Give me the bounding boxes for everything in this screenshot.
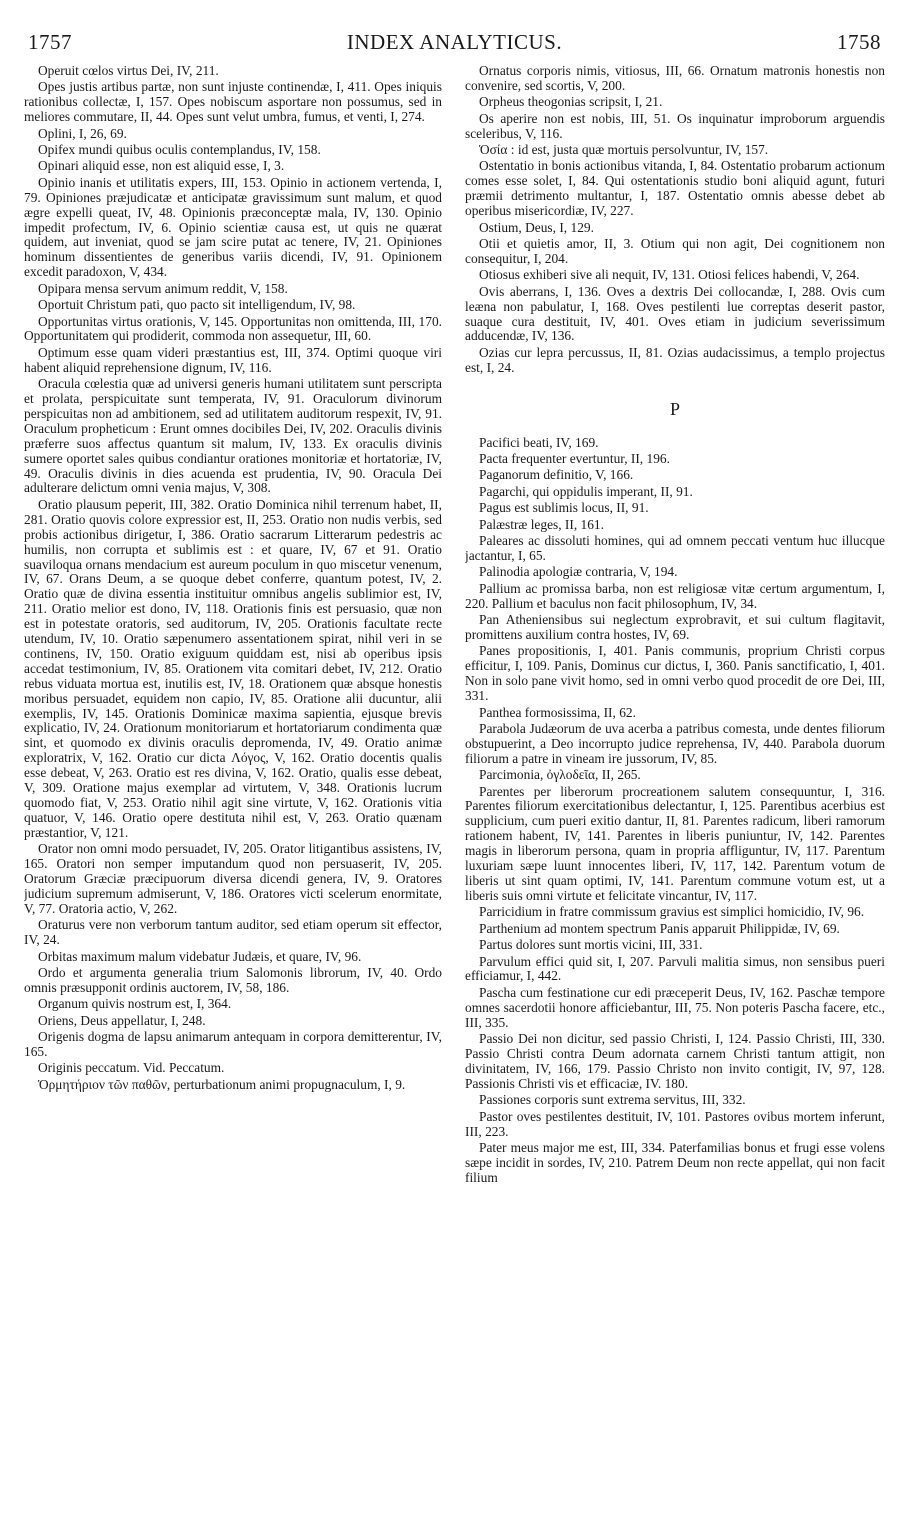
index-entry: Ordo et argumenta generalia trium Salomonis librorum, IV, 40. Ordo omnis præsupponit ordinis auctorem, IV, 58, 186.	[24, 964, 442, 995]
index-entry: Ὁσία : id est, justa quæ mortuis persolvuntur, IV, 157.	[479, 142, 769, 158]
right-column-entries-p	[465, 436, 885, 1186]
section-letter-heading: P	[669, 398, 680, 419]
index-entry: Pacifici beati, IV, 169.	[479, 434, 599, 450]
index-entry: Parricidium in fratre commissum gravius est simplici homicidio, IV, 96.	[479, 904, 865, 920]
index-entry: Opipara mensa servum animum reddit, V, 158.	[38, 280, 288, 296]
index-entry: Pater meus major me est, III, 334. Paterfamilias bonus et frugi esse volens sæpe incidit in sordes, IV, 210. Patrem Deum non recte appellat, qui non facit filium	[465, 1139, 885, 1185]
index-entry: Parthenium ad montem spectrum Panis apparuit Philippidæ, IV, 69.	[479, 920, 840, 936]
index-entry: Origenis dogma de lapsu animarum antequam in corpora demitterentur, IV, 165.	[24, 1029, 442, 1059]
index-entry: Ovis aberrans, I, 136. Oves a dextris Dei collocandæ, I, 288. Ovis cum leæna non pabulatur, I, 168. Oves pestilenti lue correptas deserit pastor, suaque cura destituit, IV, 401. Oves etiam in judicium severissimum adducendæ, IV, 136.	[465, 283, 885, 344]
index-entry: Parentes per liberorum procreationem salutem consequuntur, I, 316. Parentes filiorum exercitationibus delectantur, I, 125. Parentibus acerbius est supplicium, cum pueri exitio dantur, II, 81. Parentes radicum, liberi ramorum rationem habent, IV, 141. Parentes in liberis puniuntur, IV, 142. Parentes magis in liberorum persona, quam in propria affliguntur, IV, 117. Parentum luxuriam sæpe luunt innocentes liberi, IV, 117, 142. Parentum votum de liberis ut sint quam optimi, IV, 141. Parentum commune votum est, ut a liberis suis omni virtute et felicitate vincantur, IV, 117.	[465, 783, 885, 903]
index-entry: Otii et quietis amor, II, 3. Otium qui non agit, Dei cognitionem non consequitur, I, 204.	[465, 235, 885, 266]
page-number-left: 1757	[28, 30, 72, 54]
index-entry: Opifex mundi quibus oculis contemplandus, IV, 158.	[38, 142, 321, 158]
index-entry: Ὁρμητήριον τῶν παθῶν, perturbationum animi propugnaculum, I, 9.	[38, 1076, 406, 1092]
index-entry: Ostentatio in bonis actionibus vitanda, I, 84. Ostentatio probarum actionum comes esse solet, I, 84. Qui ostentationis studio boni aliquid agunt, futuri præmii detrimento multantur, I, 187. Ostentatio omnis abesse debet ab operibus misericordiæ, IV, 227.	[465, 158, 885, 219]
index-entry: Pan Atheniensibus sui neglectum exprobravit, et sui cultum flagitavit, promittens auxilium contra hostes, IV, 69.	[465, 612, 885, 642]
index-entry: Opinari aliquid esse, non est aliquid esse, I, 3.	[38, 158, 285, 174]
index-entry: Partus dolores sunt mortis vicini, III, 331.	[479, 937, 703, 953]
index-entry: Paganorum definitio, V, 166.	[479, 467, 634, 483]
index-entry: Operuit cœlos virtus Dei, IV, 211.	[38, 64, 219, 78]
index-entry: Pallium ac promissa barba, non est religiosæ vitæ certum argumentum, I, 220. Pallium et baculus non facit philosophum, IV, 34.	[465, 580, 885, 611]
index-entry: Parabola Judæorum de uva acerba a patribus comesta, unde dentes filiorum obstupuerint, a Deo incorrupto judice reprehensa, IV, 440. Parabola duorum filiorum a patre in vineam ire jussorum, IV, 85.	[465, 720, 885, 766]
index-entry: Paleares ac dissoluti homines, qui ad omnem peccati ventum huc illucque jactantur, I, 65.	[465, 533, 885, 563]
right-column	[465, 64, 885, 1534]
index-entry: Parcimonia, ὀγλοδεῖα, II, 265.	[479, 767, 641, 783]
index-entry: Passiones corporis sunt extrema servitus, III, 332.	[479, 1092, 746, 1108]
index-entry: Ornatus corporis nimis, vitiosus, III, 66. Ornatum matronis honestis non convenire, sed scortis, V, 200.	[465, 64, 885, 93]
running-head	[28, 30, 881, 60]
index-entry: Panes propositionis, I, 401. Panis communis, proprium Christi corpus efficitur, I, 109. Panis, Dominus cur dictus, I, 360. Panis sanctificatio, I, 401. Non in solo pane vivit homo, sed in omni verbo quod procedit de ore Dei, III, 331.	[465, 643, 885, 704]
index-entry: Ozias cur lepra percussus, II, 81. Ozias audacissimus, a templo projectus est, I, 24.	[465, 344, 885, 375]
index-entry: Pascha cum festinatione cur edi præceperit Deus, IV, 162. Paschæ tempore omnes sacerdotii honore afficiebantur, III, 75. Non poteris Pascha facere, etc., III, 335.	[465, 984, 885, 1030]
index-entry: Originis peccatum. Vid. Peccatum.	[38, 1060, 225, 1076]
index-entry: Parvulum effici quid sit, I, 207. Parvuli malitia simus, non sensibus pueri efficiamur, I, 442.	[465, 953, 885, 984]
index-entry: Palæstræ leges, II, 161.	[479, 516, 604, 532]
index-entry: Pastor oves pestilentes destituit, IV, 101. Pastores ovibus mortem inferunt, III, 223.	[465, 1108, 885, 1139]
index-entry: Organum quivis nostrum est, I, 364.	[38, 996, 232, 1012]
index-entry: Orpheus theogonias scripsit, I, 21.	[479, 94, 663, 110]
index-entry: Oraturus vere non verborum tantum auditor, sed etiam operum sit effector, IV, 24.	[24, 917, 442, 948]
index-entry: Opinio inanis et utilitatis expers, III, 153. Opinio in actionem vertenda, I, 79. Opiniones præjudicatæ et anticipatæ gravissimum sunt malum, et quod ægre expelli queat, IV, 48. Opinionis præconceptæ mala, IV, 130. Opinio impedit profectum, IV, 6. Opinio scientiæ causa est, ut quis ne quærat quidem, aut inveniat, quod se jam scire putat ac tenere, IV, 21. Opiniones hominum dissentientes de generibus variis dicendi, IV, 91. Opinionem excedit paradoxon, V, 434.	[24, 174, 442, 280]
index-entry: Palinodia apologiæ contraria, V, 194.	[479, 564, 678, 580]
index-entry: Pagarchi, qui oppidulis imperant, II, 91.	[479, 483, 693, 499]
index-entry: Panthea formosissima, II, 62.	[479, 704, 636, 720]
index-entry: Oratio plausum peperit, III, 382. Oratio Dominica nihil terrenum habet, II, 281. Oratio quovis colore expressior est, II, 253. Oratio non nudis verbis, sed probis actionibus dirigetur, I, 386. Oratio sacrarum Litterarum pedestris ac humilis, non corrupta et sublimis est : et quare, IV, 67 et 91. Oratio suaviloqua ornans mendacium est aureum poculum in quo miscetur venenum, IV, 67. Orans Deum, a se quoque debet conferre, quantum potest, IV, 2. Oratio quæ de divina essentia instituitur omnibus angelis sublimior est, IV, 211. Oratio melior est dono, IV, 118. Orationis finis est persuasio, quæ non est in potestate oratoris, sed auditorum, IV, 205. Orationis facultate recte utendum, IV, 10. Oratio sæpenumero assentationem spirat, nihil veri in se continens, IV, 150. Oratio exiguum quiddam est, nisi ab operibus ipsis accedat testimonium, IV, 85. Orationem vita comitari debet, IV, 212. Oratio rebus viduata mortua est, inutilis est, IV, 18. Orationem quæ absque honestis moribus persuadet, equidem non capio, IV, 85. Oratione alii ducuntur, alii exemplis, IV, 145. Orationis Dominicæ maxima sapientia, ejusque brevis explicatio, IV, 24. Orationum monitoriarum et hortatoriarum condimenta quæ sint, et quomodo ex divinis oraculis depromenda, IV, 49. Oratio animæ exploratrix, V, 162. Oratio cur dicta Λόγος, V, 162. Oratio docentis qualis esse debeat, V, 263. Oratio est res divina, V, 162. Oratio, qualis esse debeat, V, 309. Oratione majus exemplar ad virtutem, V, 348. Orationis lucrum quomodo fiat, V, 253. Oratio nihil agit sine virtute, V, 162. Orationis vitia quatuor, V, 146. Oratio opere destituta nihil est, V, 263. Oratio quænam præstantior, V, 121.	[24, 496, 442, 840]
index-entry: Ostium, Deus, I, 129.	[479, 219, 594, 235]
index-entry: Orbitas maximum malum videbatur Judæis, et quare, IV, 96.	[38, 948, 362, 964]
index-entry: Oracula cœlestia quæ ad universi generis humani utilitatem sunt perscripta et prolata, perspicuitate sunt temperata, IV, 91. Oraculorum divinorum perspicuitas non ad ambitionem, sed ad utilitatem auditorum respexit, IV, 91. Oraculum propheticum : Erunt omnes docibiles Dei, IV, 202. Oraculis divinis præferre suos affectus quantum sit malum, IV, 133. Ex oraculis divinis sumere oportet sales quibus condiantur orationes monitoriæ et hortatoriæ, IV, 49. Oraculis divinis in dies acuenda est prudentia, IV, 90. Oracula Dei adulterare delictum omni venia majus, V, 308.	[24, 376, 442, 496]
index-entry: Opes justis artibus partæ, non sunt injuste continendæ, I, 411. Opes iniquis rationibus collectæ, I, 157. Opes nobiscum asportare non possumus, sed in meliores commutare, II, 44. Opes sunt velut umbra, fumus, et venti, I, 274.	[24, 79, 442, 125]
index-entry: Pagus est sublimis locus, II, 91.	[479, 500, 649, 516]
right-column-entries-o	[465, 64, 885, 376]
index-entry: Oriens, Deus appellatur, I, 248.	[38, 1012, 206, 1028]
index-entry: Oplini, I, 26, 69.	[38, 125, 127, 141]
index-entry: Passio Dei non dicitur, sed passio Christi, I, 124. Passio Christi, III, 330. Passio Christi contra Deum adornata carnem Christi tantum attigit, non divinitatem, IV, 166, 179. Passio Christo non invito contigit, IV, 97, 128. Passionis Christi vis et efficaciæ, IV. 180.	[465, 1031, 885, 1091]
left-column	[24, 64, 442, 1534]
index-entry: Orator non omni modo persuadet, IV, 205. Orator litigantibus assistens, IV, 165. Oratori non semper imputandum quod non persuaserit, IV, 205. Oratorum Græciæ præcipuorum diversa dicendi genera, IV, 9. Oratores judicium supremum admiserunt, V, 186. Oratores victi scelerum enormitate, V, 77. Oratoria actio, V, 262.	[24, 841, 442, 916]
index-entry: Pacta frequenter evertuntur, II, 196.	[479, 451, 670, 467]
page-title: INDEX ANALYTICUS.	[346, 30, 563, 54]
page-number-right: 1758	[837, 30, 881, 54]
index-entry: Oportuit Christum pati, quo pacto sit intelligendum, IV, 98.	[38, 297, 356, 313]
index-entry: Os aperire non est nobis, III, 51. Os inquinatur improborum arguendis sceleribus, V, 116.	[465, 110, 885, 141]
index-entry: Opportunitas virtus orationis, V, 145. Opportunitas non omittenda, III, 170. Opportunitatem qui prodiderit, commoda non assequetur, III, 60.	[24, 313, 442, 344]
index-entry: Otiosus exhiberi sive ali nequit, IV, 131. Otiosi felices habendi, V, 264.	[479, 267, 860, 283]
index-entry: Optimum esse quam videri præstantius est, III, 374. Optimi quoque viri habent aliquid reprehensione dignum, IV, 116.	[24, 344, 442, 375]
